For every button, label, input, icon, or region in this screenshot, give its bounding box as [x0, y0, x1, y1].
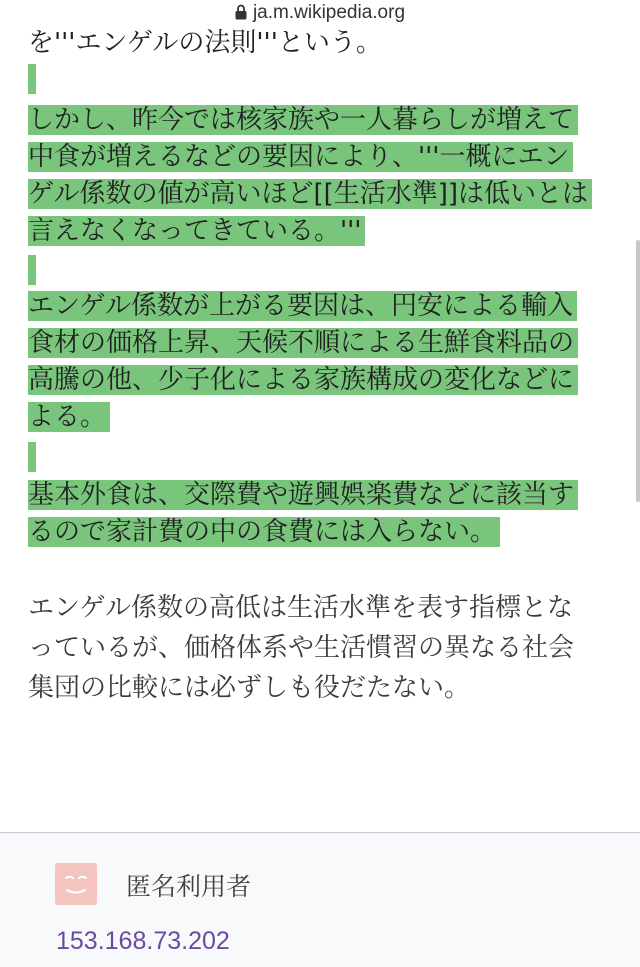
url-text: ja.m.wikipedia.org [252, 2, 406, 23]
article-text-line: っているが、価格体系や生活慣習の異なる社会 [28, 633, 575, 663]
address-bar[interactable] [0, 0, 640, 26]
article-text-line: エンゲル係数の高低は生活水準を表す指標とな [28, 593, 573, 623]
scrollbar-thumb[interactable] [636, 240, 640, 502]
article-text-line: を'''エンゲルの法則'''という。 [28, 28, 382, 58]
highlight-marker [28, 64, 36, 94]
article-text-line: 集団の比較には必ずしも役だたない。 [28, 673, 471, 703]
highlighted-text-line: 言えなくなってきている。''' [28, 213, 365, 250]
highlighted-text-line: しかし、昨今では核家族や一人暮らしが増えて [28, 102, 578, 139]
footer [0, 832, 640, 967]
article-content [0, 26, 640, 832]
highlighted-text-line: エンゲル係数が上がる要因は、円安による輸入 [28, 288, 577, 325]
highlighted-text-line: 基本外食は、交際費や遊興娯楽費などに該当す [28, 477, 578, 514]
highlighted-text-line: 食材の価格上昇、天候不順による生鮮食料品の [28, 325, 578, 362]
highlighted-text-line: 中食が増えるなどの要因により、'''一概にエン [28, 139, 573, 176]
highlight-marker [28, 442, 36, 472]
highlighted-text-line: ゲル係数の値が高いほど[[生活水準]]は低いとは [28, 176, 592, 213]
anonymous-avatar-icon [55, 863, 97, 905]
highlighted-text-line: よる。 [28, 399, 110, 436]
highlight-marker [28, 255, 36, 285]
highlighted-text-line: 高騰の他、少子化による家族構成の変化などに [28, 362, 578, 399]
ip-address-link[interactable]: 153.168.73.202 [56, 927, 230, 955]
highlighted-text-line: るので家計費の中の食費には入らない。 [28, 514, 500, 551]
lock-icon [235, 4, 247, 20]
user-label: 匿名利用者 [126, 872, 252, 901]
